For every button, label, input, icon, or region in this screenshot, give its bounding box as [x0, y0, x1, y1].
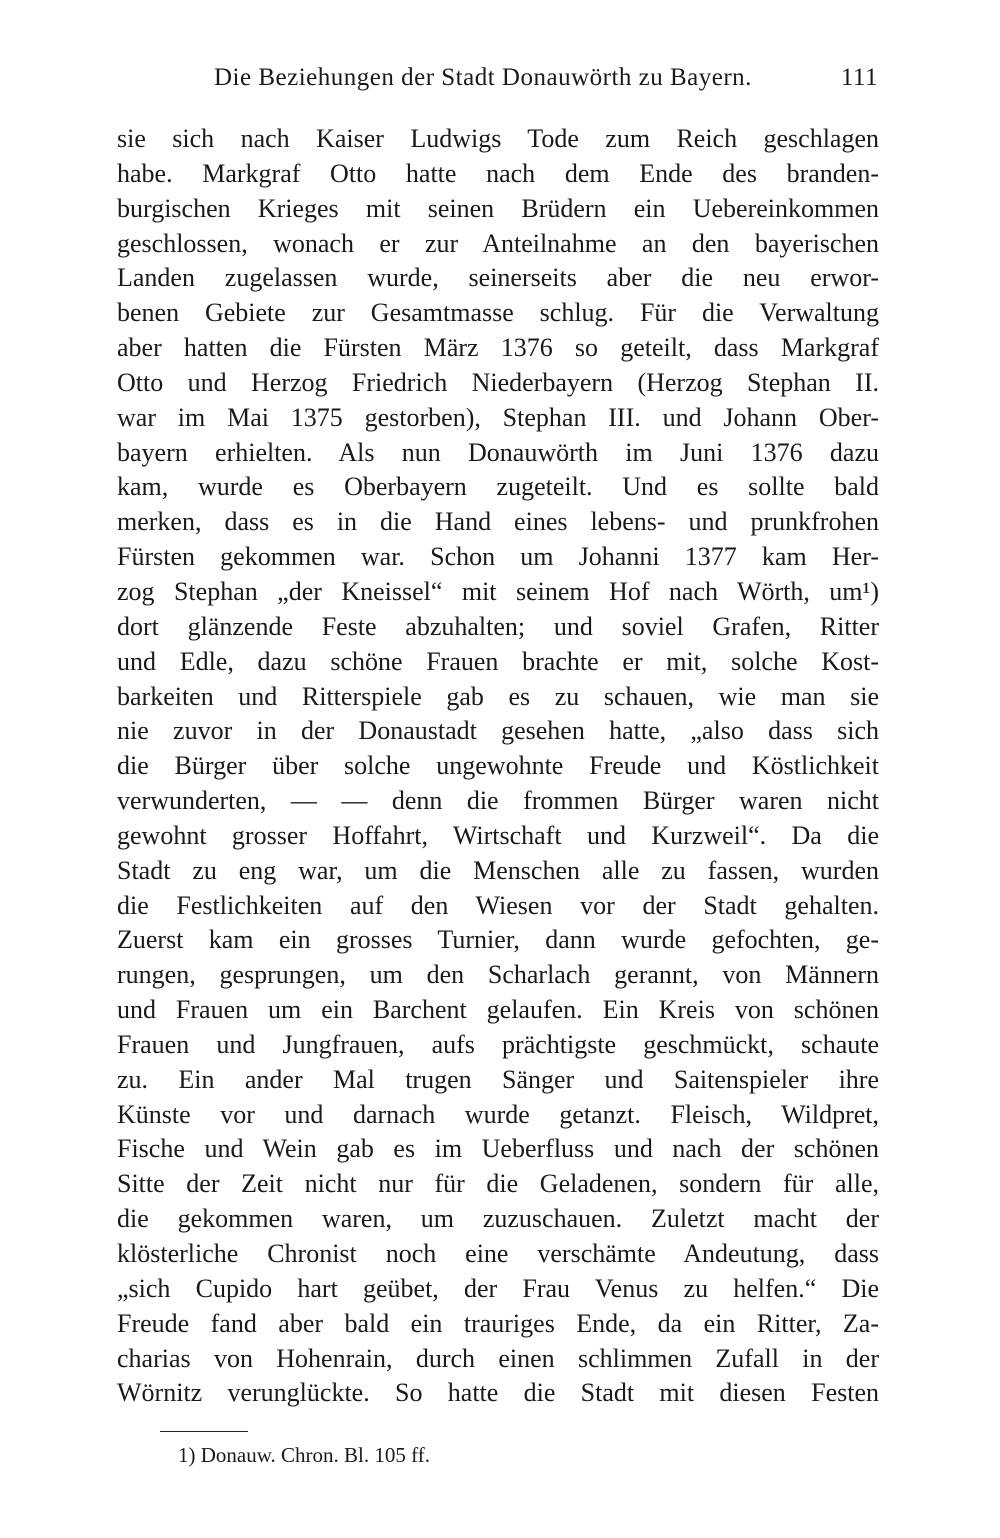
text-line: rungen, gesprungen, um den Scharlach gerannt, von Männern: [117, 960, 879, 990]
running-title: Die Beziehungen der Stadt Donauwörth zu Bayern.: [214, 64, 752, 91]
text-line: verwunderten, — — denn die frommen Bürger waren nicht: [117, 786, 879, 816]
footnote: [178, 1443, 430, 1468]
page-number: 111: [840, 64, 878, 91]
text-line: Fische und Wein gab es im Ueberfluss und nach der schönen: [117, 1134, 879, 1164]
text-line: merken, dass es in die Hand eines lebens- und prunkfrohen: [117, 507, 879, 537]
footnote-rule: [160, 1431, 248, 1432]
text-line: barkeiten und Ritterspiele gab es zu schauen, wie man sie: [117, 681, 879, 711]
footnote-text: Donauw. Chron. Bl. 105 ff.: [200, 1443, 430, 1467]
text-line: zu. Ein ander Mal trugen Sänger und Saitenspieler ihre: [117, 1064, 879, 1094]
text-line: Wörnitz verunglückte. So hatte die Stadt mit diesen Festen: [117, 1378, 879, 1408]
text-line: bayern erhielten. Als nun Donauwörth im Juni 1376 dazu: [117, 437, 879, 467]
text-line: geschlossen, wonach er zur Anteilnahme an den bayerischen: [117, 228, 879, 258]
running-head: [214, 64, 878, 98]
text-line: die Bürger über solche ungewohnte Freude und Köstlichkeit: [117, 751, 879, 781]
text-line: habe. Markgraf Otto hatte nach dem Ende des branden-: [117, 158, 879, 188]
text-line: die gekommen waren, um zuzuschauen. Zuletzt macht der: [117, 1204, 879, 1234]
text-line: „sich Cupido hart geübet, der Frau Venus zu helfen.“ Die: [117, 1273, 879, 1303]
body-text: [117, 122, 879, 1411]
text-line: klösterliche Chronist noch eine verschämte Andeutung, dass: [117, 1239, 879, 1268]
text-line: Otto und Herzog Friedrich Niederbayern (Herzog Stephan II.: [117, 367, 879, 397]
text-line: war im Mai 1375 gestorben), Stephan III. und Johann Ober-: [117, 402, 879, 432]
footnote-marker: 1): [178, 1443, 196, 1467]
text-line: Fürsten gekommen war. Schon um Johanni 1377 kam Her-: [117, 542, 879, 572]
text-line: Sitte der Zeit nicht nur für die Geladenen, sondern für alle,: [117, 1169, 879, 1199]
text-line: Frauen und Jungfrauen, aufs prächtigste geschmückt, schaute: [117, 1029, 879, 1059]
text-line: gewohnt grosser Hoffahrt, Wirtschaft und Kurzweil“. Da die: [117, 820, 879, 850]
text-line: Künste vor und darnach wurde getanzt. Fleisch, Wildpret,: [117, 1099, 879, 1129]
text-line: dort glänzende Feste abzuhalten; und soviel Grafen, Ritter: [117, 611, 879, 641]
text-line: benen Gebiete zur Gesamtmasse schlug. Für die Verwaltung: [117, 298, 879, 328]
text-line: zog Stephan „der Kneissel“ mit seinem Hof nach Wörth, um¹): [117, 576, 879, 606]
text-line: sie sich nach Kaiser Ludwigs Tode zum Reich geschlagen: [117, 124, 879, 153]
text-line: kam, wurde es Oberbayern zugeteilt. Und es sollte bald: [117, 472, 879, 502]
text-line: und Edle, dazu schöne Frauen brachte er mit, solche Kost-: [117, 646, 879, 676]
text-line: charias von Hohenrain, durch einen schlimmen Zufall in der: [117, 1343, 879, 1373]
text-line: nie zuvor in der Donaustadt gesehen hatte, „also dass sich: [117, 716, 879, 746]
text-line: die Festlichkeiten auf den Wiesen vor der Stadt gehalten.: [117, 890, 879, 920]
text-line: Landen zugelassen wurde, seinerseits aber die neu erwor-: [117, 263, 879, 293]
text-line: Freude fand aber bald ein trauriges Ende, da ein Ritter, Za-: [117, 1308, 879, 1338]
text-line: und Frauen um ein Barchent gelaufen. Ein Kreis von schönen: [117, 995, 879, 1025]
text-line: Zuerst kam ein grosses Turnier, dann wurde gefochten, ge-: [117, 925, 879, 955]
text-line: aber hatten die Fürsten März 1376 so geteilt, dass Markgraf: [117, 333, 879, 363]
text-line: burgischen Krieges mit seinen Brüdern ein Uebereinkommen: [117, 193, 879, 223]
text-line: Stadt zu eng war, um die Menschen alle zu fassen, wurden: [117, 855, 879, 885]
